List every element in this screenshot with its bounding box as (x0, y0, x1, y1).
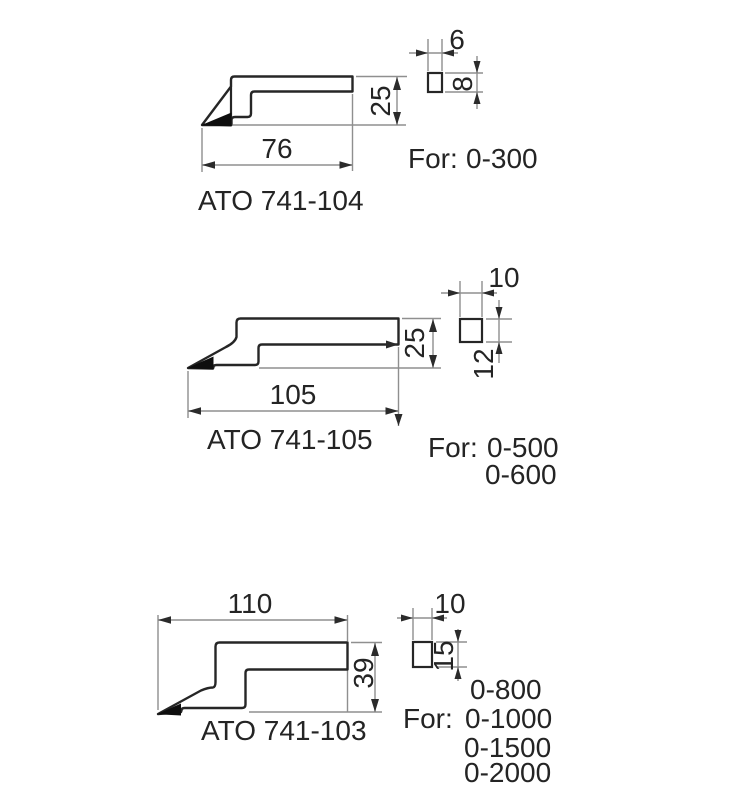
arrowhead-down (371, 699, 379, 712)
dim-tip-width-value: 6 (449, 24, 465, 55)
arrowhead-down (395, 414, 403, 426)
arrowhead-up (371, 643, 379, 656)
part-outline (158, 643, 348, 715)
part-label: ATO 741-104 (198, 185, 364, 216)
dim-length-value: 105 (269, 379, 317, 410)
arrowhead-right (448, 290, 460, 297)
for-label: For: (408, 143, 458, 174)
part-label: ATO 741-105 (207, 424, 373, 455)
figure-ato-741-105 (187, 262, 559, 490)
dim-tip-height-value: 12 (468, 348, 499, 380)
dim-tip-width-value: 10 (488, 262, 520, 293)
dim-height-value: 25 (365, 85, 396, 117)
arrowhead-left (188, 407, 201, 415)
carbide-tip (187, 357, 214, 370)
for-range: 0-600 (485, 459, 557, 490)
dim-tip-height-value: 15 (428, 640, 459, 672)
for-range: 0-1000 (465, 703, 553, 734)
arrowhead-down (429, 355, 437, 368)
arrowhead-left (202, 161, 215, 169)
dim-length-value: 76 (261, 133, 293, 164)
part-label: ATO 741-103 (201, 715, 367, 746)
arrowhead-right (416, 50, 428, 57)
arrowhead-right (340, 161, 353, 169)
for-label: For: (403, 703, 453, 734)
dim-length-value: 110 (227, 588, 273, 619)
arrowhead-right (401, 615, 413, 622)
arrowhead-down (455, 630, 462, 642)
for-label: For: (428, 432, 478, 463)
dim-height-value: 39 (348, 657, 379, 689)
dim-tip-width-value: 10 (434, 588, 466, 619)
part-outline (188, 319, 399, 369)
arrowhead-right (386, 407, 399, 415)
shank-section (428, 73, 442, 92)
for-range: 0-500 (487, 432, 559, 463)
for-range: 0-2000 (464, 757, 552, 788)
arrowhead-down (474, 61, 481, 73)
arrowhead-down (496, 307, 503, 319)
for-range: 0-1500 (464, 732, 552, 763)
arrowhead-up (429, 319, 437, 332)
for-range: 0-300 (466, 143, 538, 174)
shank-section (460, 319, 482, 342)
arrowhead-right (335, 616, 348, 624)
carbide-tip (157, 704, 181, 716)
dim-height-value: 25 (399, 327, 430, 359)
figure-ato-741-104 (198, 24, 538, 216)
arrowhead-up (474, 92, 481, 104)
dim-tip-height-value: 8 (447, 76, 478, 92)
for-range: 0-800 (470, 674, 542, 705)
figure-ato-741-103 (157, 588, 552, 788)
arrowhead-left (158, 616, 171, 624)
